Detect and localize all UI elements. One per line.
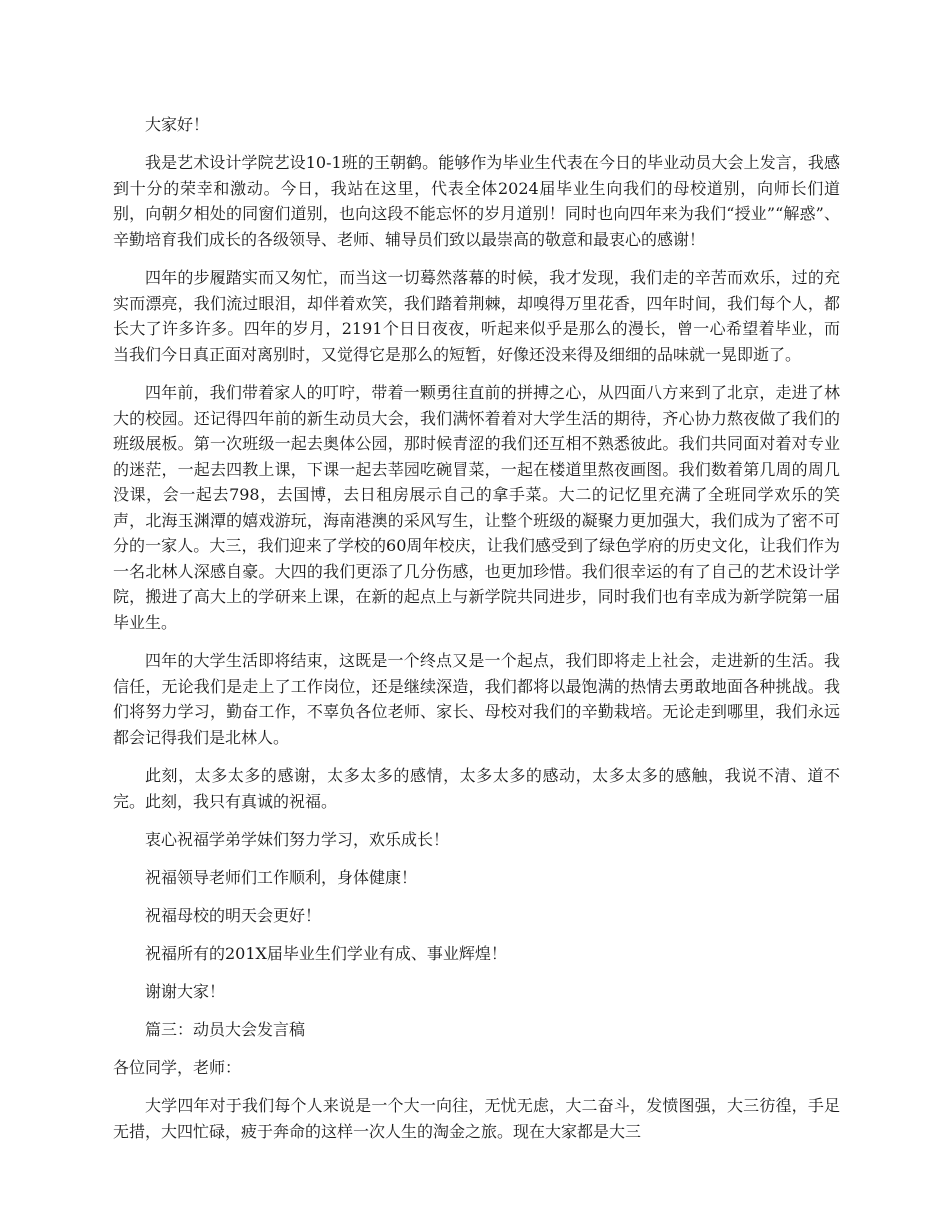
greeting-paragraph: 大家好！ [145, 115, 210, 134]
document-page [113, 112, 840, 1157]
blessing-line-teachers: 祝福领导老师们工作顺利，身体健康！ [145, 868, 418, 887]
section-heading: 篇三：动员大会发言稿 [145, 1020, 306, 1039]
salutation-line: 各位同学，老师： [113, 1058, 242, 1077]
blessing-line-graduates: 祝福所有的201X届毕业生们学业有成、事业辉煌！ [145, 944, 507, 963]
closing-line: 谢谢大家！ [145, 982, 226, 1001]
body-paragraph-reflection: 四年的步履踏实而又匆忙，而当这一切蓦然落幕的时候，我才发现，我们走的辛苦而欢乐，过的充实而漂亮，我们流过眼泪，却伴着欢笑，我们踏着荆棘，却嗅得万里花香，四年时间，我们每个人，都长大了许多许多。四年的岁月，2191个日日夜夜，听起来似乎是那么的漫长，曾一心希望着毕业，而当我们今日真正面对离别时，又觉得它是那么的短暂，好像还没来得及细细的品味就一晃即逝了。 [113, 268, 840, 364]
blessing-line-school: 祝福母校的明天会更好！ [145, 906, 322, 925]
body-paragraph-college-years: 大学四年对于我们每个人来说是一个大一向往，无忧无虑，大二奋斗，发愤图强，大三彷徨，手足无措，大四忙碌，疲于奔命的这样一次人生的淘金之旅。现在大家都是大三 [113, 1096, 840, 1141]
body-paragraph-future: 四年的大学生活即将结束，这既是一个终点又是一个起点，我们即将走上社会，走进新的生活。我信任，无论我们是走上了工作岗位，还是继续深造，我们都将以最饱满的热情去勇敢地面各种挑战。我们将努力学习，勤奋工作，不辜负各位老师、家长、母校对我们的辛勤栽培。无论走到哪里，我们永远都会记得我们是北林人。 [113, 651, 840, 747]
body-paragraph-thanks: 此刻，太多太多的感谢，太多太多的感情，太多太多的感动，太多太多的感触，我说不清、道不完。此刻，我只有真诚的祝福。 [113, 766, 840, 811]
intro-paragraph: 我是艺术设计学院艺设10-1班的王朝鹤。能够作为毕业生代表在今日的毕业动员大会上发言，我感到十分的荣幸和激动。今日，我站在这里，代表全体2024届毕业生向我们的母校道别，向师长们道别，向朝夕相处的同窗们道别，也向这段不能忘怀的岁月道别！同时也向四年来为我们“授业”“解惑”、辛勤培育我们成长的各级领导、老师、辅导员们致以最崇高的敬意和最衷心的感谢！ [113, 153, 840, 249]
blessing-line-students: 衷心祝福学弟学妹们努力学习，欢乐成长！ [145, 830, 450, 849]
body-paragraph-memories: 四年前，我们带着家人的叮咛，带着一颗勇往直前的拼搏之心，从四面八方来到了北京，走进了林大的校园。还记得四年前的新生动员大会，我们满怀着着对大学生活的期待，齐心协力熬夜做了我们的班级展板。第一次班级一起去奥体公园，那时候青涩的我们还互相不熟悉彼此。我们共同面对着对专业的迷茫，一起去四教上课，下课一起去莘园吃碗冒菜，一起在楼道里熬夜画图。我们数着第几周的周几没课，会一起去798，去国博，去日租房展示自己的拿手菜。大二的记忆里充满了全班同学欢乐的笑声，北海玉渊潭的嬉戏游玩，海南港澳的采风写生，让整个班级的凝聚力更加强大，我们成为了密不可分的一家人。大三，我们迎来了学校的60周年校庆，让我们感受到了绿色学府的历史文化，让我们作为一名北林人深感自豪。大四的我们更添了几分伤感，也更加珍惜。我们很幸运的有了自己的艺术设计学院，搬进了高大上的学研来上课，在新的起点上与新学院共同进步，同时我们也有幸成为新学院第一届毕业生。 [113, 383, 840, 632]
